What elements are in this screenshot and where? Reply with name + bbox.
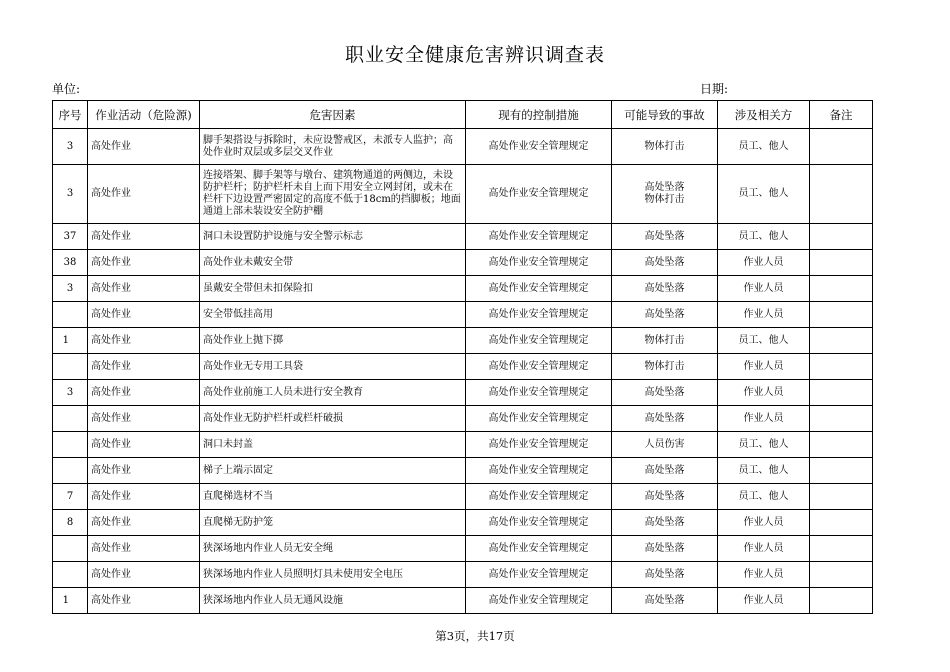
cell-hazard: 洞口未设置防护设施与安全警示标志 (200, 224, 466, 250)
table-row (53, 562, 873, 588)
cell-no: 3 (53, 380, 88, 406)
cell-activity: 高处作业 (88, 250, 200, 276)
cell-hazard: 狭深场地内作业人员照明灯具未使用安全电压 (200, 562, 466, 588)
cell-note (810, 165, 873, 224)
cell-party: 作业人员 (718, 406, 810, 432)
cell-hazard: 安全带低挂高用 (200, 302, 466, 328)
cell-control: 高处作业安全管理规定 (466, 458, 612, 484)
cell-party: 员工、他人 (718, 328, 810, 354)
cell-accident: 高处坠落 (612, 380, 718, 406)
cell-no (53, 536, 88, 562)
cell-note (810, 484, 873, 510)
table-row (53, 484, 873, 510)
cell-hazard: 洞口未封盖 (200, 432, 466, 458)
header-hazard: 危害因素 (200, 101, 466, 129)
cell-activity: 高处作业 (88, 129, 200, 165)
cell-no: 3 (53, 129, 88, 165)
cell-accident: 人员伤害 (612, 432, 718, 458)
cell-hazard: 高处作业无防护栏杆或栏杆破损 (200, 406, 466, 432)
page-title: 职业安全健康危害辨识调查表 (344, 44, 605, 66)
cell-party: 作业人员 (718, 354, 810, 380)
cell-accident: 高处坠落 物体打击 (612, 165, 718, 224)
cell-activity: 高处作业 (88, 510, 200, 536)
cell-party: 员工、他人 (718, 432, 810, 458)
cell-no: 3 (53, 165, 88, 224)
table-row (53, 354, 873, 380)
table-row (53, 588, 873, 614)
cell-note (810, 432, 873, 458)
cell-activity: 高处作业 (88, 484, 200, 510)
table-row (53, 224, 873, 250)
cell-no (53, 354, 88, 380)
cell-note (810, 406, 873, 432)
table-row (53, 302, 873, 328)
date-label: 日期: (700, 82, 729, 96)
cell-no: 8 (53, 510, 88, 536)
cell-no: 37 (53, 224, 88, 250)
cell-control: 高处作业安全管理规定 (466, 588, 612, 614)
cell-note (810, 328, 873, 354)
cell-party: 作业人员 (718, 562, 810, 588)
table-row (53, 510, 873, 536)
cell-party: 作业人员 (718, 250, 810, 276)
cell-accident: 高处坠落 (612, 302, 718, 328)
header-note: 备注 (810, 101, 873, 129)
table-row (53, 380, 873, 406)
cell-control: 高处作业安全管理规定 (466, 536, 612, 562)
unit-label: 单位: (52, 82, 81, 96)
cell-party: 员工、他人 (718, 224, 810, 250)
cell-accident: 高处坠落 (612, 536, 718, 562)
cell-control: 高处作业安全管理规定 (466, 328, 612, 354)
cell-activity: 高处作业 (88, 588, 200, 614)
cell-accident: 高处坠落 (612, 510, 718, 536)
cell-control: 高处作业安全管理规定 (466, 484, 612, 510)
cell-hazard: 狭深场地内作业人员无通风设施 (200, 588, 466, 614)
cell-activity: 高处作业 (88, 562, 200, 588)
header-accident: 可能导致的事故 (612, 101, 718, 129)
cell-control: 高处作业安全管理规定 (466, 276, 612, 302)
cell-control: 高处作业安全管理规定 (466, 406, 612, 432)
cell-no (53, 406, 88, 432)
cell-hazard: 梯子上端示固定 (200, 458, 466, 484)
cell-control: 高处作业安全管理规定 (466, 165, 612, 224)
cell-control: 高处作业安全管理规定 (466, 432, 612, 458)
cell-activity: 高处作业 (88, 406, 200, 432)
hazard-table (52, 100, 873, 614)
cell-note (810, 536, 873, 562)
cell-no: 7 (53, 484, 88, 510)
cell-activity: 高处作业 (88, 328, 200, 354)
table-row (53, 328, 873, 354)
table-row (53, 406, 873, 432)
cell-hazard: 高处作业前施工人员未进行安全教育 (200, 380, 466, 406)
cell-note (810, 588, 873, 614)
cell-accident: 高处坠落 (612, 562, 718, 588)
cell-no (53, 458, 88, 484)
table-header-row (53, 101, 873, 129)
cell-control: 高处作业安全管理规定 (466, 562, 612, 588)
cell-hazard: 高处作业上抛下掷 (200, 328, 466, 354)
cell-accident: 物体打击 (612, 129, 718, 165)
cell-accident: 高处坠落 (612, 406, 718, 432)
cell-hazard: 高处作业未戴安全带 (200, 250, 466, 276)
cell-no (53, 432, 88, 458)
cell-activity: 高处作业 (88, 224, 200, 250)
cell-party: 员工、他人 (718, 165, 810, 224)
cell-control: 高处作业安全管理规定 (466, 250, 612, 276)
cell-note (810, 380, 873, 406)
cell-hazard: 直爬梯无防护笼 (200, 510, 466, 536)
cell-no: 1 (53, 328, 88, 354)
table-row (53, 129, 873, 165)
cell-hazard: 高处作业无专用工具袋 (200, 354, 466, 380)
header-control: 现有的控制措施 (466, 101, 612, 129)
cell-party: 作业人员 (718, 302, 810, 328)
table-row (53, 458, 873, 484)
cell-hazard: 狭深场地内作业人员无安全绳 (200, 536, 466, 562)
cell-party: 员工、他人 (718, 458, 810, 484)
cell-no (53, 302, 88, 328)
cell-no: 3 (53, 276, 88, 302)
header-no: 序号 (53, 101, 88, 129)
cell-note (810, 510, 873, 536)
cell-note (810, 129, 873, 165)
cell-party: 作业人员 (718, 536, 810, 562)
cell-control: 高处作业安全管理规定 (466, 510, 612, 536)
cell-party: 作业人员 (718, 510, 810, 536)
cell-note (810, 302, 873, 328)
table-row (53, 276, 873, 302)
cell-activity: 高处作业 (88, 354, 200, 380)
cell-accident: 高处坠落 (612, 588, 718, 614)
cell-activity: 高处作业 (88, 432, 200, 458)
cell-control: 高处作业安全管理规定 (466, 354, 612, 380)
cell-hazard: 脚手架搭设与拆除时，未应设警戒区，未派专人监护；高处作业时双层或多层交叉作业 (200, 129, 466, 165)
cell-hazard: 虽戴安全带但未扣保险扣 (200, 276, 466, 302)
cell-control: 高处作业安全管理规定 (466, 129, 612, 165)
table-row (53, 250, 873, 276)
cell-hazard: 连接塔架、脚手架等与墩台、建筑物通道的两侧边，未设防护栏杆；防护栏杆未自上而下用安全立网封闭，或未在栏杆下边设置严密固定的高度不低于18cm的挡脚板；地面通道上部未装设安全防护棚 (200, 165, 466, 224)
cell-accident: 高处坠落 (612, 224, 718, 250)
cell-accident: 物体打击 (612, 354, 718, 380)
cell-note (810, 354, 873, 380)
cell-accident: 高处坠落 (612, 458, 718, 484)
table-row (53, 432, 873, 458)
table-row (53, 165, 873, 224)
cell-hazard: 直爬梯选材不当 (200, 484, 466, 510)
table-row (53, 536, 873, 562)
cell-activity: 高处作业 (88, 380, 200, 406)
cell-control: 高处作业安全管理规定 (466, 302, 612, 328)
header-activity: 作业活动（危险源) (88, 101, 200, 129)
cell-control: 高处作业安全管理规定 (466, 224, 612, 250)
cell-no: 38 (53, 250, 88, 276)
cell-note (810, 562, 873, 588)
cell-party: 作业人员 (718, 588, 810, 614)
cell-party: 作业人员 (718, 276, 810, 302)
cell-note (810, 224, 873, 250)
cell-activity: 高处作业 (88, 276, 200, 302)
cell-activity: 高处作业 (88, 458, 200, 484)
cell-note (810, 250, 873, 276)
cell-control: 高处作业安全管理规定 (466, 380, 612, 406)
cell-activity: 高处作业 (88, 536, 200, 562)
cell-accident: 物体打击 (612, 328, 718, 354)
cell-note (810, 458, 873, 484)
cell-no (53, 562, 88, 588)
cell-activity: 高处作业 (88, 165, 200, 224)
cell-accident: 高处坠落 (612, 276, 718, 302)
cell-accident: 高处坠落 (612, 250, 718, 276)
cell-no: 1 (53, 588, 88, 614)
cell-note (810, 276, 873, 302)
cell-accident: 高处坠落 (612, 484, 718, 510)
cell-activity: 高处作业 (88, 302, 200, 328)
header-party: 涉及相关方 (718, 101, 810, 129)
page-footer: 第3页，共17页 (435, 629, 515, 643)
cell-party: 员工、他人 (718, 484, 810, 510)
cell-party: 作业人员 (718, 380, 810, 406)
cell-party: 员工、他人 (718, 129, 810, 165)
